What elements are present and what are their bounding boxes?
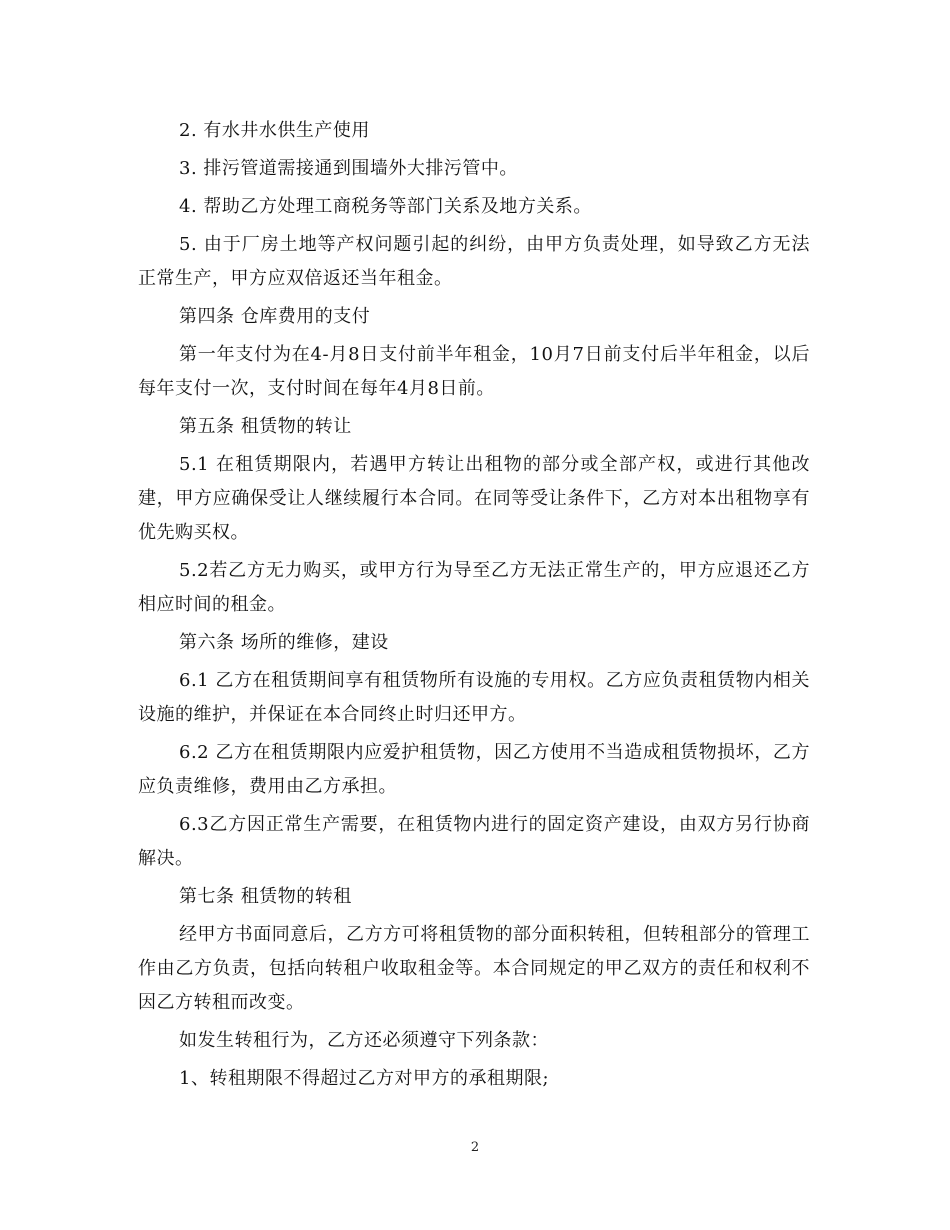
- paragraph-clause-6-1: 6.1 乙方在租赁期间享有租赁物所有设施的专用权。乙方应负责租赁物内相关设施的维护，并保证在本合同终止时归还甲方。: [138, 670, 810, 725]
- paragraph-clause-6-2: 6.2 乙方在租赁期限内应爱护租赁物，因乙方使用不当造成租赁物损坏，乙方应负责维修，费用由乙方承担。: [138, 742, 810, 797]
- paragraph-clause-5-2: 5.2若乙方无力购买，或甲方行为导至乙方无法正常生产的，甲方应退还乙方相应时间的租金。: [138, 560, 810, 615]
- paragraph-sublease-condition-1: 1、转租期限不得超过乙方对甲方的承租期限;: [179, 1068, 550, 1089]
- paragraph-clause-5-1: 5.1 在租赁期限内，若遇甲方转让出租物的部分或全部产权，或进行其他改建，甲方应确保受让人继续履行本合同。在同等受让条件下，乙方对本出租物享有优先购买权。: [138, 454, 810, 543]
- paragraph-clause-3-4: 4. 帮助乙方处理工商税务等部门关系及地方关系。: [179, 196, 592, 217]
- paragraph-clause-3-2: 2. 有水井水供生产使用: [179, 120, 370, 141]
- paragraph-clause-6-3: 6.3乙方因正常生产需要，在租赁物内进行的固定资产建设，由双方另行协商解决。: [138, 814, 810, 869]
- section-heading-article-4: 第四条 仓库费用的支付: [179, 306, 371, 327]
- paragraph-sublease-conditions-intro: 如发生转租行为，乙方还必须遵守下列条款：: [179, 1030, 549, 1051]
- section-heading-article-7: 第七条 租赁物的转租: [179, 886, 352, 907]
- paragraph-clause-3-5: 5. 由于厂房土地等产权问题引起的纠纷，由甲方负责处理，如导致乙方无法正常生产，甲方应双倍返还当年租金。: [138, 234, 810, 289]
- paragraph-clause-3-3: 3. 排污管道需接通到围墙外大排污管中。: [179, 158, 518, 179]
- section-heading-article-6: 第六条 场所的维修，建设: [179, 632, 389, 653]
- paragraph-payment-terms: 第一年支付为在4-月8日支付前半年租金，10月7日前支付后半年租金，以后每年支付一次，支付时间在每年4月8日前。: [138, 344, 810, 399]
- paragraph-sublease-terms: 经甲方书面同意后，乙方方可将租赁物的部分面积转租，但转租部分的管理工作由乙方负责，包括向转租户收取租金等。本合同规定的甲乙双方的责任和权利不因乙方转租而改变。: [138, 924, 810, 1013]
- section-heading-article-5: 第五条 租赁物的转让: [179, 416, 352, 437]
- document-body: [138, 114, 810, 1100]
- page-number: 2: [470, 1140, 480, 1155]
